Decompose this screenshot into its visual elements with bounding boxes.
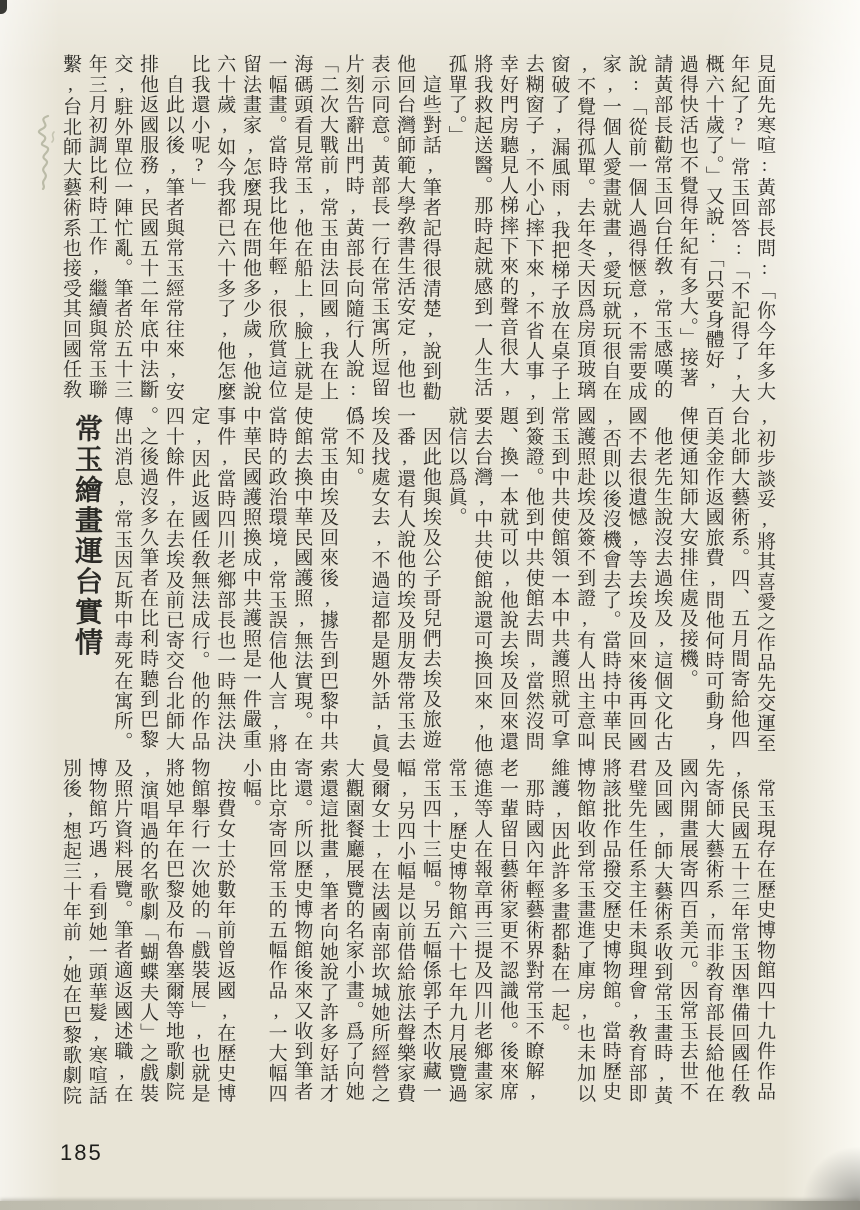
text-column: 那時國內年輕藝術界對常玉不瞭解, (522, 758, 544, 1104)
text-column: 按費女士於數年前曾返國,在歷史博 (214, 758, 236, 1104)
text-column: 博物館巧遇,看到她一頭華髮,寒喧話 (85, 758, 107, 1106)
text-column: 德進等人在報章再三提及四川老鄉畫家 (471, 758, 493, 1102)
text-column: 到簽證。他到中共使館去問,當然沒問 (522, 406, 544, 752)
text-column: 物館舉行一次她的「戲裝展」,也就是 (188, 758, 210, 1104)
text-column: 曼爾女士,在法國南部坎城她所經營之 (368, 758, 390, 1104)
text-column: 小幅。 (239, 758, 261, 819)
text-column: 一幅畫。當時我比他年輕,很欣賞這位 (265, 54, 287, 400)
text-column: 「二次大戰前,常玉由法回國,我在上 (317, 54, 339, 402)
text-column: ,初步談妥,將其喜愛之作品先交運至 (754, 406, 775, 754)
text-column: 自此以後,筆者與常玉經常往來,安 (162, 54, 184, 402)
text-column: 將我救起送醫。那時起就感到一人生活 (471, 54, 493, 398)
text-column: ,係民國五十三年常玉因準備回國任敎 (728, 758, 750, 1104)
text-column: 表示同意。黃部長一行在常玉寓所逗留 (368, 54, 390, 398)
text-block-3 (57, 758, 777, 1104)
text-column: 國內開畫展寄四百美元。因常玉去世不 (676, 758, 698, 1102)
text-column: 窗破了,漏風雨,我把梯子放在桌子上 (548, 54, 570, 402)
text-column: ,否則以後沒機會去了。當時持中華民 (599, 406, 621, 752)
text-column: 家,一個人愛畫就畫,愛玩就玩很自在 (599, 54, 621, 402)
text-column: 交,駐外單位一陣忙亂。筆者於五十三 (111, 54, 133, 400)
text-column: 將她早年在巴黎及布魯塞爾等地歌劇院 (162, 758, 184, 1102)
text-column: 年三月初調比利時工作,繼續與常玉聯 (85, 54, 107, 400)
text-column: 幅,另四小幅是以前借給旅法聲樂家費 (394, 758, 416, 1104)
text-column: 片刻告辭出門時,黃部長向隨行人說: (342, 54, 364, 402)
text-column: 六十歲,如今我都已六十多了,他怎麼 (214, 54, 236, 402)
text-column: 寄還。所以歷史博物館後來又收到筆者 (291, 758, 313, 1102)
text-column: 見面先寒喧:黃部長問:「你今年多大 (754, 54, 775, 402)
text-column: 請黃部長勸常玉回台任敎,常玉感嘆的 (651, 54, 673, 400)
text-column: 常玉現存在歷史博物館四十九件作品 (754, 758, 775, 1102)
text-column: 別後,想起三十年前,她在巴黎歌劇院 (60, 758, 82, 1106)
text-column: 幸好門房聽見人梯摔下來的聲音很大, (496, 54, 518, 400)
text-column: 俾便通知師大安排住處及接機。 (676, 406, 698, 689)
text-column: 去糊窗子,不小心摔下來,不省人事, (522, 54, 544, 404)
text-column: 過得快活也不覺得年紀有多大。」接著 (676, 54, 698, 388)
text-column: 國護照赴埃及簽不到證,有人出主意叫 (574, 406, 596, 752)
text-column: ,演唱過的名歌劇「蝴蝶夫人」之戲裝 (137, 758, 159, 1104)
text-block-2 (109, 406, 777, 752)
text-column: 留法畫家,怎麼現在問他多少歲,他說 (239, 54, 261, 402)
text-column: 老一輩留日藝術家更不認識他。後來席 (496, 758, 518, 1102)
text-column: 常玉四十三幅。另五幅係郭子杰收藏一 (419, 758, 441, 1102)
text-column: 博物館收到常玉畫進了庫房,也未加以 (574, 758, 596, 1104)
text-column: 海碼頭看見常玉,他在船上,臉上就是 (291, 54, 313, 402)
text-column: 台北師大藝術系。四、五月間寄給他四 (728, 406, 750, 750)
text-column: 及照片資料展覽。筆者適返國述職,在 (111, 758, 133, 1104)
text-column: 年紀了?」常玉回答:「不記得了,大 (728, 54, 750, 404)
text-column: 索還這批畫,筆者向她說了許多好話才 (317, 758, 339, 1104)
text-column: 繫,台北師大藝術系也接受其回國任敎 (60, 54, 82, 400)
text-column: 孤單了。」 (445, 54, 467, 146)
text-column: 概六十歲了。」又說:「只要身體好, (702, 54, 724, 392)
text-column: 他回台灣師範大學敎書生活安定,他也 (394, 54, 416, 400)
text-column: 君璧先生任系主任未與理會,敎育部即 (625, 758, 647, 1104)
text-column: 要去台灣,中共使館說還可換回來,他 (471, 406, 493, 754)
text-column: 維護,因此許多畫都黏在一起。 (548, 758, 570, 1043)
text-column: 由比京寄回常玉的五幅作品,一大幅四 (265, 758, 287, 1104)
text-column: 常玉到中共使館領一本中共護照就可拿 (548, 406, 570, 750)
text-column: 及回國,師大藝術系收到常玉畫時,黃 (651, 758, 673, 1106)
text-column: 題、換一本就可以,他說去埃及回來還 (496, 406, 518, 752)
text-column: 常玉由埃及回來後,據告到巴黎中共 (317, 406, 339, 752)
text-column: ,不覺得孤單。去年冬天因爲房頂玻璃 (574, 54, 596, 400)
text-column: 。之後過沒多久筆者在比利時聽到巴黎 (137, 406, 159, 750)
scan-topleft-mark (0, 0, 7, 14)
scan-bottom-edge (0, 1201, 860, 1210)
text-column: 當時的政治環境,常玉誤信他人言,將 (265, 406, 287, 754)
text-block-1 (57, 54, 777, 404)
text-column: 因此他與埃及公子哥兒們去埃及旅遊 (419, 406, 441, 750)
page-number: 185 (60, 1140, 103, 1165)
text-column: 傳出消息,常玉因瓦斯中毒死在寓所。 (111, 406, 133, 752)
text-column: 埃及找處女去,不過這都是題外話,眞 (368, 406, 390, 754)
text-column: 中華民國護照換成中共護照是一件嚴重 (239, 406, 261, 750)
text-column: 僞不知。 (342, 406, 364, 487)
text-column: 使館去換中華民國護照,無法實現。在 (291, 406, 313, 752)
text-column: 這些對話,筆者記得很清楚,說到勸 (419, 54, 441, 402)
text-column: 百美金作返國旅費,問他何時可動身, (702, 406, 724, 754)
text-column: 四十餘件,在去埃及前已寄交台北師大 (162, 406, 184, 752)
section-title: 常玉繪畫運台實情 (71, 414, 102, 658)
text-column: 排他返國服務,民國五十二年底中法斷 (137, 54, 159, 400)
text-column: 大觀園餐廳展覽的名家小畫。爲了向她 (342, 758, 364, 1102)
text-column: 常玉,歷史博物館六十七年九月展覽過 (445, 758, 467, 1104)
text-column: 他老先生說沒去過埃及,這個文化古 (651, 406, 673, 752)
text-column: 說:「從前一個人過得愜意,不需要成 (625, 54, 647, 402)
text-column: 定,因此返國任敎無法成行。他的作品 (188, 406, 210, 752)
text-column: 就信以爲眞。 (445, 406, 467, 528)
text-column: 國不去很遺憾,等去埃及回來後再回國 (625, 406, 647, 752)
text-column: 一番,還有人說他的埃及朋友帶常玉去 (394, 406, 416, 752)
text-column: 先寄師大藝術系,而非敎育部長給他在 (702, 758, 724, 1104)
text-column: 將該批作品撥交歷史博物館。當時歷史 (599, 758, 621, 1102)
text-column: 比我還小呢?」 (188, 54, 210, 198)
text-column: 事件,當時四川老鄉部長也一時無法決 (214, 406, 236, 752)
